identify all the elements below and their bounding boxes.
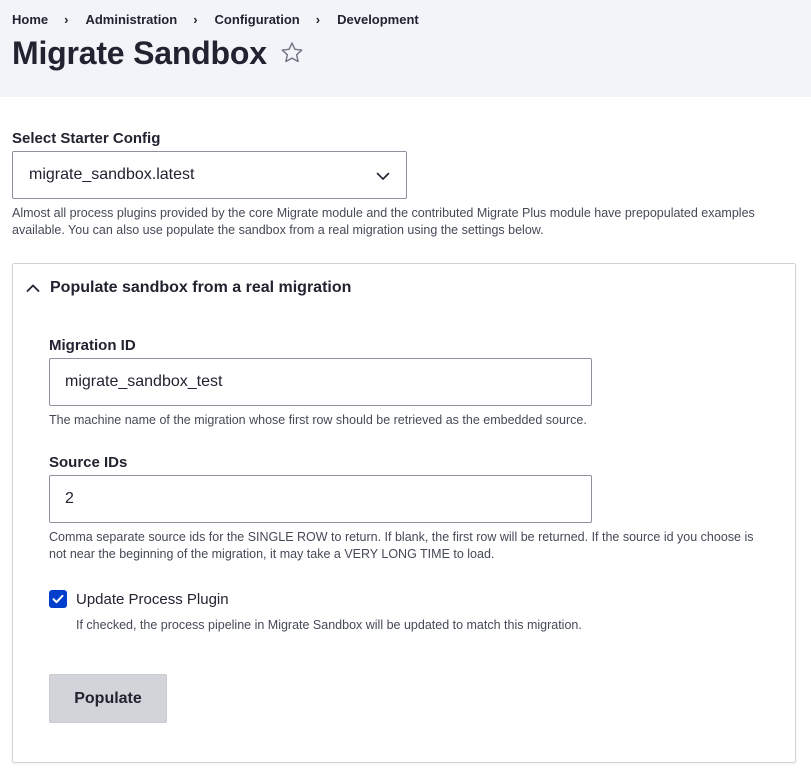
starter-config-select[interactable] [12,151,407,199]
update-process-plugin-description: If checked, the process pipeline in Migrate Sandbox will be updated to match this migration. [76,618,582,632]
migration-id-label: Migration ID [49,337,136,354]
update-process-plugin-label[interactable]: Update Process Plugin [76,591,229,608]
chevron-up-icon [26,281,40,295]
starter-config-selected-value: migrate_sandbox.latest [29,166,195,183]
populate-details-panel [12,263,796,763]
page-header [0,0,811,97]
title-row [12,34,305,72]
update-process-plugin-checkbox[interactable] [49,590,67,608]
source-ids-description: Comma separate source ids for the SINGLE ROW to return. If blank, the first row will be returned. If the source id you choose is not near the beginning of the migration, it may take a VERY LONG TIME to load. [49,530,754,561]
source-ids-label: Source IDs [49,454,128,471]
checkmark-icon [51,592,65,606]
migration-id-input[interactable] [49,358,592,406]
breadcrumb [12,12,419,27]
starter-config-label: Select Starter Config [12,130,161,147]
populate-button[interactable]: Populate [49,674,167,723]
breadcrumb-administration[interactable]: Administration [85,12,178,27]
breadcrumb-configuration[interactable]: Configuration [214,12,300,27]
migration-id-description: The machine name of the migration whose first row should be retrieved as the embedded source. [49,413,587,427]
breadcrumb-separator: › [193,12,198,27]
chevron-down-icon [376,169,390,183]
breadcrumb-development[interactable]: Development [337,12,419,27]
populate-section-toggle[interactable] [26,279,351,297]
star-outline-icon[interactable] [279,40,305,66]
breadcrumb-separator: › [64,12,69,27]
breadcrumb-separator: › [315,12,321,27]
breadcrumb-home[interactable]: Home [12,12,49,27]
populate-section-summary: Populate sandbox from a real migration [50,279,352,296]
starter-config-description: Almost all process plugins provided by the core Migrate module and the contributed Migrate Plus module have prepopulated examples available. You can also use populate the sandbox from a real migration using the settings below. [12,206,755,237]
source-ids-input[interactable] [49,475,592,523]
page-title: Migrate Sandbox [12,35,267,71]
